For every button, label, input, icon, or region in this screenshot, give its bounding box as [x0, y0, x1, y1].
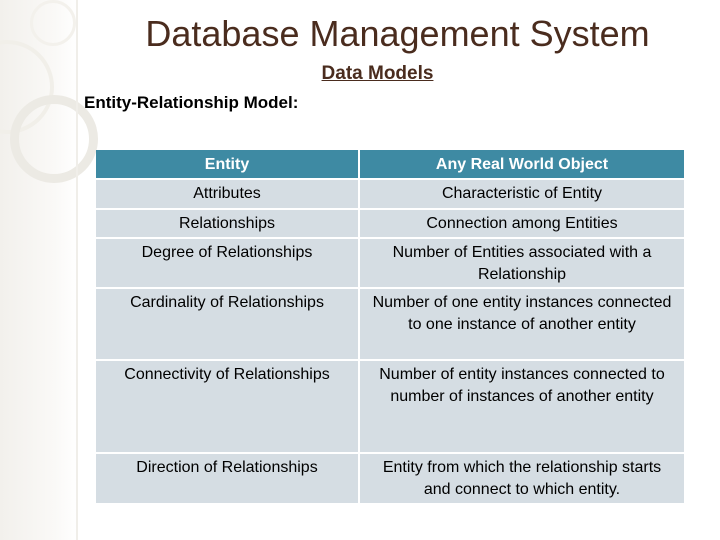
table-header-row: [96, 150, 684, 180]
table-row: [96, 289, 684, 361]
table-row: [96, 180, 684, 210]
term-cell: Relationships: [96, 210, 360, 239]
table-row: [96, 210, 684, 239]
slide-subtitle: Data Models: [321, 63, 434, 84]
description-cell: Characteristic of Entity: [360, 180, 684, 210]
side-divider: [76, 0, 78, 540]
term-cell: Cardinality of Relationships: [96, 289, 360, 361]
term-cell: Attributes: [96, 180, 360, 210]
term-cell: Degree of Relationships: [96, 239, 360, 289]
table-row: [96, 239, 684, 289]
description-cell: Connection among Entities: [360, 210, 684, 239]
description-cell: Number of Entities associated with a Relationship: [360, 239, 684, 289]
description-cell: Entity from which the relationship starts and connect to which entity.: [360, 454, 684, 505]
table-row: [96, 361, 684, 454]
decorative-ring: [30, 0, 76, 46]
description-cell: Number of entity instances connected to number of instances of another entity: [360, 361, 684, 454]
decorative-side-strip: [0, 0, 78, 540]
er-model-table: [96, 150, 684, 505]
header-cell-term: Entity: [96, 150, 360, 180]
term-cell: Connectivity of Relationships: [96, 361, 360, 454]
term-cell: Direction of Relationships: [96, 454, 360, 505]
slide-title: Database Management System: [145, 13, 650, 54]
header-cell-description: Any Real World Object: [360, 150, 684, 180]
table-row: [96, 454, 684, 505]
section-heading: Entity-Relationship Model:: [84, 93, 299, 112]
description-cell: Number of one entity instances connected to one instance of another entity: [360, 289, 684, 361]
